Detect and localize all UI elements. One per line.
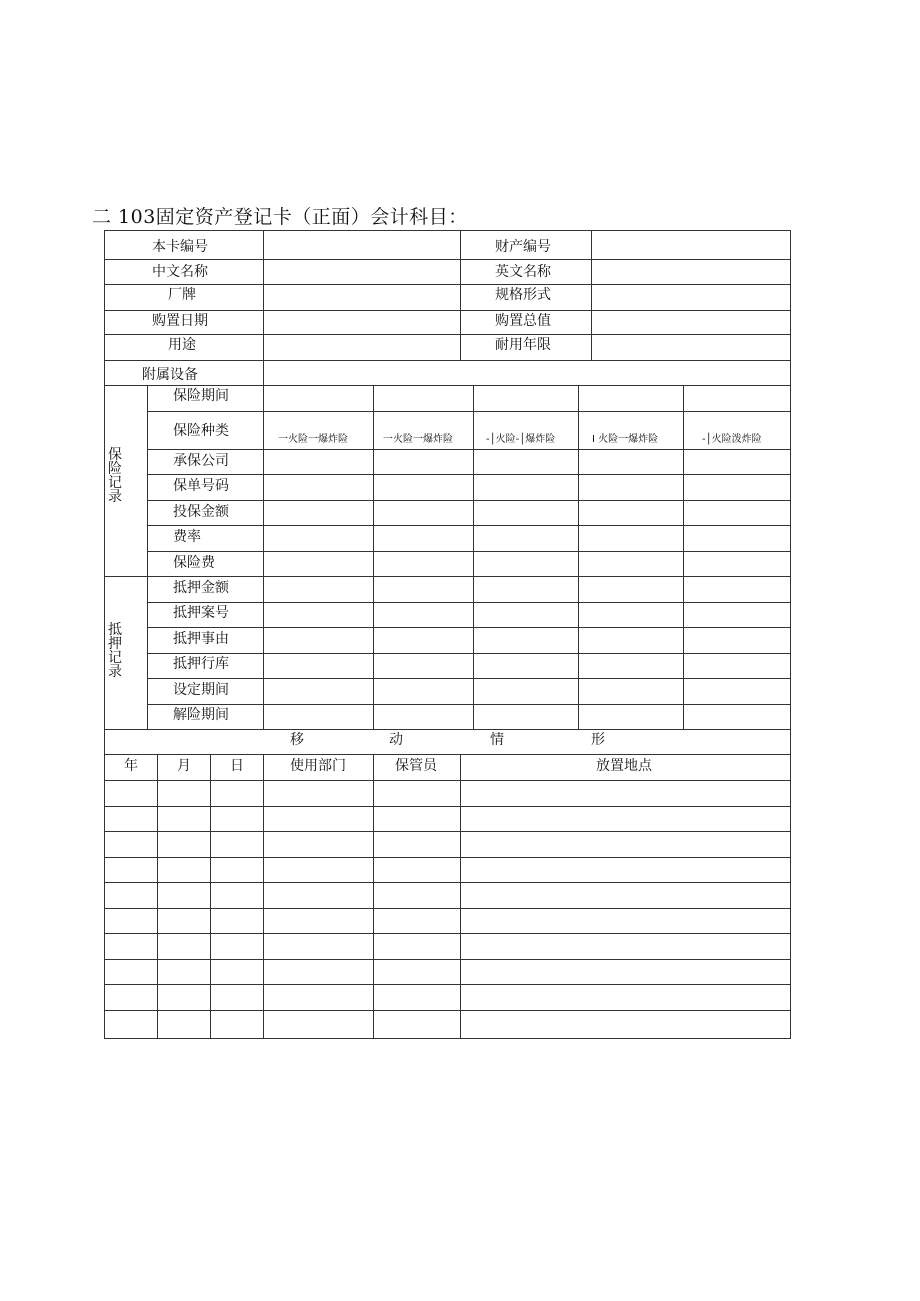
label-purchase-total: 购置总值 bbox=[495, 313, 551, 329]
insurance-type-option: 一火险一爆炸险 bbox=[278, 434, 348, 445]
insurance-type-option: 一火险一爆炸险 bbox=[383, 434, 453, 445]
movement-header-char: 移 bbox=[290, 732, 304, 748]
rule bbox=[104, 882, 791, 883]
insurance-row-label: 保险种类 bbox=[173, 423, 229, 439]
rule bbox=[104, 576, 791, 577]
rule bbox=[147, 449, 791, 450]
rule bbox=[147, 602, 791, 603]
rule bbox=[147, 525, 791, 526]
label-property-no: 财产编号 bbox=[495, 239, 551, 255]
label-card-no: 本卡编号 bbox=[152, 239, 208, 255]
mortgage-row-label: 解险期间 bbox=[173, 707, 229, 723]
rule bbox=[104, 984, 791, 985]
mortgage-row-label: 抵押金额 bbox=[173, 580, 229, 596]
insurance-row-label: 承保公司 bbox=[173, 453, 229, 469]
property-no-field[interactable] bbox=[592, 231, 790, 259]
rule bbox=[104, 780, 791, 781]
insurance-type-option: -│火险泼炸险 bbox=[702, 434, 762, 445]
rule bbox=[104, 959, 791, 960]
movement-col-year: 年 bbox=[124, 758, 138, 774]
label-brand: 厂牌 bbox=[168, 287, 196, 303]
brand-field[interactable] bbox=[264, 285, 460, 310]
rule bbox=[147, 551, 791, 552]
cn-name-field[interactable] bbox=[264, 260, 460, 284]
rule bbox=[473, 385, 474, 729]
purchase-date-field[interactable] bbox=[264, 311, 460, 334]
rule bbox=[263, 754, 264, 1039]
spec-field[interactable] bbox=[592, 285, 790, 310]
label-cn-name: 中文名称 bbox=[152, 264, 208, 280]
rule bbox=[104, 754, 791, 755]
rule bbox=[210, 754, 211, 1039]
insurance-type-option: -│火险-│爆炸险 bbox=[486, 434, 556, 445]
insurance-row-label: 投保金额 bbox=[173, 504, 229, 520]
card-no-field[interactable] bbox=[264, 231, 460, 259]
insurance-row-label: 保险期间 bbox=[173, 388, 229, 404]
insurance-row-label: 费率 bbox=[173, 529, 201, 545]
usage-field[interactable] bbox=[264, 335, 460, 360]
movement-header-char: 形 bbox=[591, 732, 605, 748]
movement-col-keeper: 保管员 bbox=[395, 758, 437, 774]
rule bbox=[373, 754, 374, 1039]
rule bbox=[683, 385, 684, 729]
movement-col-department: 使用部门 bbox=[290, 758, 346, 774]
insurance-group-label: 保险记录 bbox=[108, 447, 122, 505]
label-spec: 规格形式 bbox=[495, 287, 551, 303]
purchase-total-field[interactable] bbox=[592, 311, 790, 334]
insurance-type-option: I 火险一爆炸险 bbox=[592, 434, 659, 445]
movement-col-day: 日 bbox=[230, 758, 244, 774]
label-usage: 用途 bbox=[168, 337, 196, 353]
insurance-row-label: 保单号码 bbox=[173, 478, 229, 494]
mortgage-row-label: 抵押行库 bbox=[173, 656, 229, 672]
movement-col-month: 月 bbox=[177, 758, 191, 774]
table-border-right bbox=[790, 230, 791, 1039]
rule bbox=[104, 857, 791, 858]
mortgage-group-label: 抵押记录 bbox=[108, 622, 122, 680]
rule bbox=[147, 500, 791, 501]
rule bbox=[147, 474, 791, 475]
label-en-name: 英文名称 bbox=[495, 264, 551, 280]
table-border-bottom bbox=[104, 1038, 791, 1039]
rule bbox=[104, 806, 791, 807]
table-border-left bbox=[104, 230, 105, 1039]
mortgage-row-label: 抵押案号 bbox=[173, 605, 229, 621]
rule bbox=[104, 385, 791, 386]
insurance-row-label: 保险费 bbox=[173, 555, 215, 571]
label-accessories: 附属设备 bbox=[142, 367, 198, 383]
form-title: 二 103固定资产登记卡（正面）会计科目： bbox=[92, 206, 468, 228]
rule bbox=[460, 754, 461, 1039]
rule bbox=[104, 831, 791, 832]
movement-header-char: 动 bbox=[389, 732, 403, 748]
label-service-life: 耐用年限 bbox=[495, 337, 551, 353]
rule bbox=[147, 627, 791, 628]
mortgage-row-label: 抵押事由 bbox=[173, 631, 229, 647]
service-life-field[interactable] bbox=[592, 335, 790, 360]
label-purchase-date: 购置日期 bbox=[152, 313, 208, 329]
rule bbox=[147, 704, 791, 705]
rule bbox=[147, 653, 791, 654]
asset-register-card bbox=[104, 230, 791, 1039]
movement-col-location: 放置地点 bbox=[596, 758, 652, 774]
movement-header-char: 情 bbox=[490, 732, 504, 748]
rule bbox=[147, 678, 791, 679]
rule bbox=[147, 385, 148, 729]
en-name-field[interactable] bbox=[592, 260, 790, 284]
rule bbox=[104, 933, 791, 934]
rule bbox=[147, 411, 791, 412]
rule bbox=[578, 385, 579, 729]
rule bbox=[373, 385, 374, 729]
rule bbox=[104, 908, 791, 909]
rule bbox=[157, 754, 158, 1039]
rule bbox=[460, 230, 461, 360]
rule bbox=[104, 729, 791, 730]
accessories-field[interactable] bbox=[264, 361, 790, 385]
rule bbox=[104, 1010, 791, 1011]
mortgage-row-label: 设定期间 bbox=[173, 682, 229, 698]
rule bbox=[263, 385, 264, 729]
